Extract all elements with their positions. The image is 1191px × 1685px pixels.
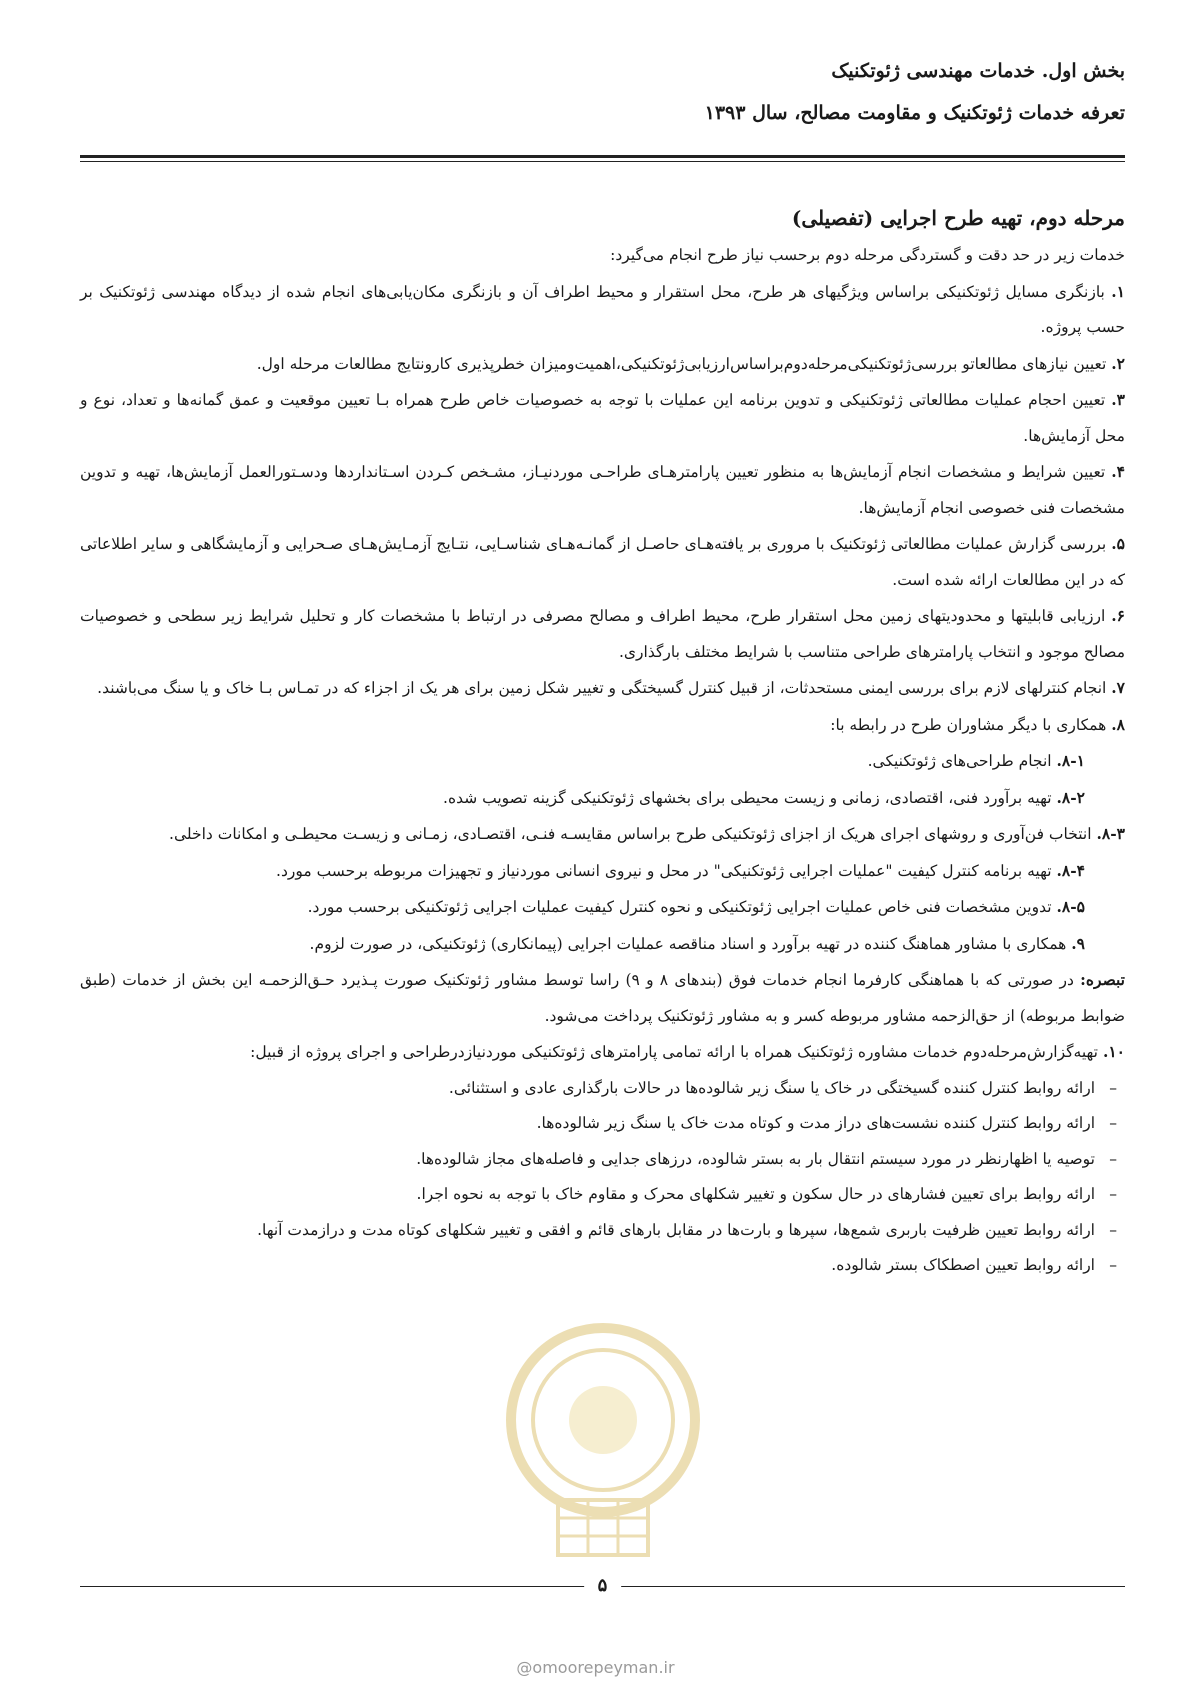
- item-number: ۱۰.: [1102, 1042, 1125, 1061]
- item-number: ۴.: [1111, 462, 1125, 481]
- sub-list-item: [80, 816, 1125, 853]
- item-number: ۹.: [1071, 933, 1085, 953]
- subitem-number: ۸-۵.: [1056, 897, 1085, 916]
- list-item: [80, 670, 1125, 707]
- sub-list-item: [80, 743, 1125, 780]
- dash-list-item: –توصیه یا اظهارنظر در مورد سیستم انتقال بار به بستر شالوده، درزهای جدایی و فاصله‌های مجاز شالوده‌ها.: [416, 1149, 1117, 1168]
- dash-item-text: ارائه روابط تعیین اصطکاک بستر شالوده.: [831, 1256, 1095, 1274]
- note-text: در صورتی که با هماهنگی کارفرما انجام خدمات فوق (بندهای ۸ و ۹) راسا توسط مشاور ژئوتکنیک صورت پـذیرد حـق‌الزحمـه این بخش از خدمات (طبق ضوابط مربوطه) از حق‌الزحمه مشاور مربوطه کسر و به مشاور ژئوتکنیک پرداخت می‌شود.: [80, 971, 1125, 1025]
- dash-list: [80, 1071, 1125, 1284]
- dash-list-item: –ارائه روابط تعیین اصطکاک بستر شالوده.: [831, 1256, 1117, 1274]
- section-intro: خدمات زیر در حد دقت و گستردگی مرحله دوم برحسب نیاز طرح انجام می‌گیرد:: [610, 246, 1125, 264]
- list-item: [80, 346, 1125, 383]
- dash-list-item: –ارائه روابط کنترل کننده گسیختگی در خاک یا سنگ زیر شالوده‌ها در حالات بارگذاری عادی و استثنائی.: [448, 1078, 1117, 1097]
- dash-item-text: ارائه روابط تعیین ظرفیت باربری شمع‌ها، سپرها و بارت‌ها در مقابل بارهای قائم و افقی و تغییر شکلهای کوتاه مدت و درازمدت آنها.: [257, 1220, 1095, 1239]
- item-text: تعیین شرایط و مشخصات انجام آزمایش‌ها به منظور تعیین پارامترهـای طراحـی موردنیـاز، مشـخص کـردن اسـتانداردها ودسـتورالعمل آزمایش‌ها، تهیه و تدوین مشخصات فنی خصوصی انجام آزمایش‌ها.: [80, 463, 1125, 517]
- list-item: [80, 1034, 1125, 1071]
- watermark-url: @omoorepeyman.ir: [516, 1658, 675, 1677]
- item-number: ۲.: [1111, 353, 1125, 373]
- header-rule-thin: [80, 161, 1125, 162]
- subitem-text: تدوین مشخصات فنی خاص عملیات اجرایی ژئوتکنیکی و نحوه کنترل کیفیت عملیات اجرایی ژئوتکنیکی برحسب مورد.: [307, 898, 1052, 916]
- dash-item-text: ارائه روابط کنترل کننده نشست‌های دراز مدت و کوتاه مدت خاک یا سنگ زیر شالوده‌ها.: [536, 1114, 1095, 1132]
- document-page: [80, 0, 1125, 1685]
- item-text: همکاری با دیگر مشاوران طرح در رابطه با:: [830, 715, 1107, 734]
- item-text: بررسی گزارش عملیات مطالعاتی ژئوتکنیک با مروری بر یافته‌هـای حاصـل از گمانـه‌هـای شناسـایی، نتـایج آزمـایش‌هـای صـحرایی و آزمایشگاهی و سایر اطلاعاتی که در این مطالعات ارائه شده است.: [80, 535, 1125, 589]
- sub-list-item: [80, 853, 1125, 890]
- item-text: تعیین احجام عملیات مطالعاتی ژئوتکنیکی و تدوین برنامه این عملیات با توجه به خصوصیات خاص طرح همراه بـا تعیین موقعیت و عمق گمانه‌ها و تعداد، نوع و محل آزمایش‌ها.: [80, 391, 1125, 445]
- subitem-number: ۸-۴.: [1056, 860, 1085, 880]
- watermark-seal-icon: [498, 1310, 708, 1560]
- list-item: [80, 526, 1125, 598]
- subitem-number: ۸-۱.: [1056, 751, 1085, 770]
- dash-item-text: ارائه روابط کنترل کننده گسیختگی در خاک یا سنگ زیر شالوده‌ها در حالات بارگذاری عادی و استثنائی.: [448, 1078, 1095, 1097]
- item-number: ۳.: [1111, 390, 1125, 409]
- list-item: [80, 926, 1125, 963]
- section-title: مرحله دوم، تهیه طرح اجرایی (تفصیلی): [791, 206, 1125, 230]
- sub-list-item: [80, 889, 1125, 926]
- note-paragraph: [80, 962, 1125, 1034]
- subitem-text: انجام طراحی‌های ژئوتکنیکی.: [867, 752, 1052, 770]
- item-text: ارزیابی قابلیتها و محدودیتهای زمین محل استقرار طرح، محیط اطراف و مصالح مصرفی در ارتباط با مشخصات کار و تحلیل شرایط زیر سطحی و خصوصیات مصالح موجود و انتخاب پارامترهای طراحی متناسب با شرایط مختلف بارگذاری.: [80, 607, 1125, 661]
- item-text: تهیه‌گزارش‌مرحله‌دوم خدمات مشاوره ژئوتکنیک همراه با ارائه تمامی پارامترهای ژئوتکنیکی موردنیازدرطراحی و اجرای پروژه از قبیل:: [250, 1043, 1098, 1061]
- main-content: [80, 198, 1125, 1284]
- list-item: [80, 454, 1125, 526]
- list-item: [80, 707, 1125, 744]
- dash-item-text: ارائه روابط برای تعیین فشارهای در حال سکون و تغییر شکلهای محرک و مقاوم خاک با توجه به نحوه اجرا.: [416, 1185, 1095, 1203]
- dash-list-item: –ارائه روابط کنترل کننده نشست‌های دراز مدت و کوتاه مدت خاک یا سنگ زیر شالوده‌ها.: [536, 1114, 1117, 1132]
- header-tariff-title: تعرفه خدمات ژئوتکنیک و مقاومت مصالح، سال ۱۳۹۳: [704, 102, 1125, 124]
- subitem-text: انتخاب فن‌آوری و روشهای اجرای هریک از اجزای ژئوتکنیکی طرح براساس مقایسـه فنـی، اقتصـادی، زمـانی و زیسـت محیطـی و امکانات داخلی.: [169, 825, 1092, 843]
- item-text: انجام کنترلهای لازم برای بررسی ایمنی مستحدثات، از قبیل کنترل گسیختگی و تغییر شکل زمین برای هر یک از اجزاء که در تمـاس بـا خاک و یا سنگ می‌باشند.: [97, 679, 1107, 697]
- subitem-text: تهیه برنامه کنترل کیفیت "عملیات اجرایی ژئوتکنیکی" در محل و نیروی انسانی موردنیاز و تجهیزات مربوطه برحسب مورد.: [276, 861, 1052, 880]
- dash-item-text: توصیه یا اظهارنظر در مورد سیستم انتقال بار به بستر شالوده، درزهای جدایی و فاصله‌های مجاز شالوده‌ها.: [416, 1149, 1095, 1168]
- item-number: ۸.: [1111, 714, 1125, 734]
- dash-list-item: –ارائه روابط تعیین ظرفیت باربری شمع‌ها، سپرها و بارت‌ها در مقابل بارهای قائم و افقی و تغییر شکلهای کوتاه مدت و درازمدت آنها.: [257, 1220, 1117, 1239]
- item-number: ۷.: [1111, 678, 1125, 697]
- note-label: تبصره:: [1080, 970, 1125, 989]
- list-item: [80, 274, 1125, 346]
- dash-list-item: –ارائه روابط برای تعیین فشارهای در حال سکون و تغییر شکلهای محرک و مقاوم خاک با توجه به نحوه اجرا.: [416, 1185, 1117, 1203]
- item-number: ۱.: [1111, 281, 1125, 301]
- item-number: ۵.: [1111, 534, 1125, 553]
- header-part-title: بخش اول. خدمات مهندسی ژئوتکنیک: [831, 60, 1125, 82]
- item-text: همکاری با مشاور هماهنگ کننده در تهیه برآورد و اسناد مناقصه عملیات اجرایی (پیمانکاری) ژئوتکنیکی، در صورت لزوم.: [309, 934, 1067, 953]
- item-number: ۶.: [1111, 606, 1125, 625]
- item-text: تعیین نیازهای مطالعاتو بررسی‌ژئوتکنیکی‌مرحله‌دوم‌براساس‌ارزیابی‌ژئوتکنیکی،اهمیت‌ومیزان خطرپذیری کارونتایج مطالعات مرحله اول.: [256, 354, 1107, 373]
- list-item: [80, 598, 1125, 670]
- item-text: بازنگری مسایل ژئوتکنیکی براساس ویژگیهای هر طرح، محل استقرار و محیط اطراف آن و بازنگری مکان‌یابی‌های انجام شده از دیدگاه مهندسی ژئوتکنیک بر حسب پروژه.: [80, 282, 1125, 336]
- page-number: ۵: [584, 1572, 622, 1600]
- sub-list-item: [80, 780, 1125, 817]
- subitem-number: ۸-۳.: [1096, 824, 1125, 843]
- subitem-number: ۸-۲.: [1056, 787, 1085, 807]
- subitem-text: تهیه برآورد فنی، اقتصادی، زمانی و زیست محیطی برای بخشهای ژئوتکنیکی گزینه تصویب شده.: [443, 788, 1052, 807]
- header-rule-thick: [80, 155, 1125, 158]
- list-item: [80, 382, 1125, 454]
